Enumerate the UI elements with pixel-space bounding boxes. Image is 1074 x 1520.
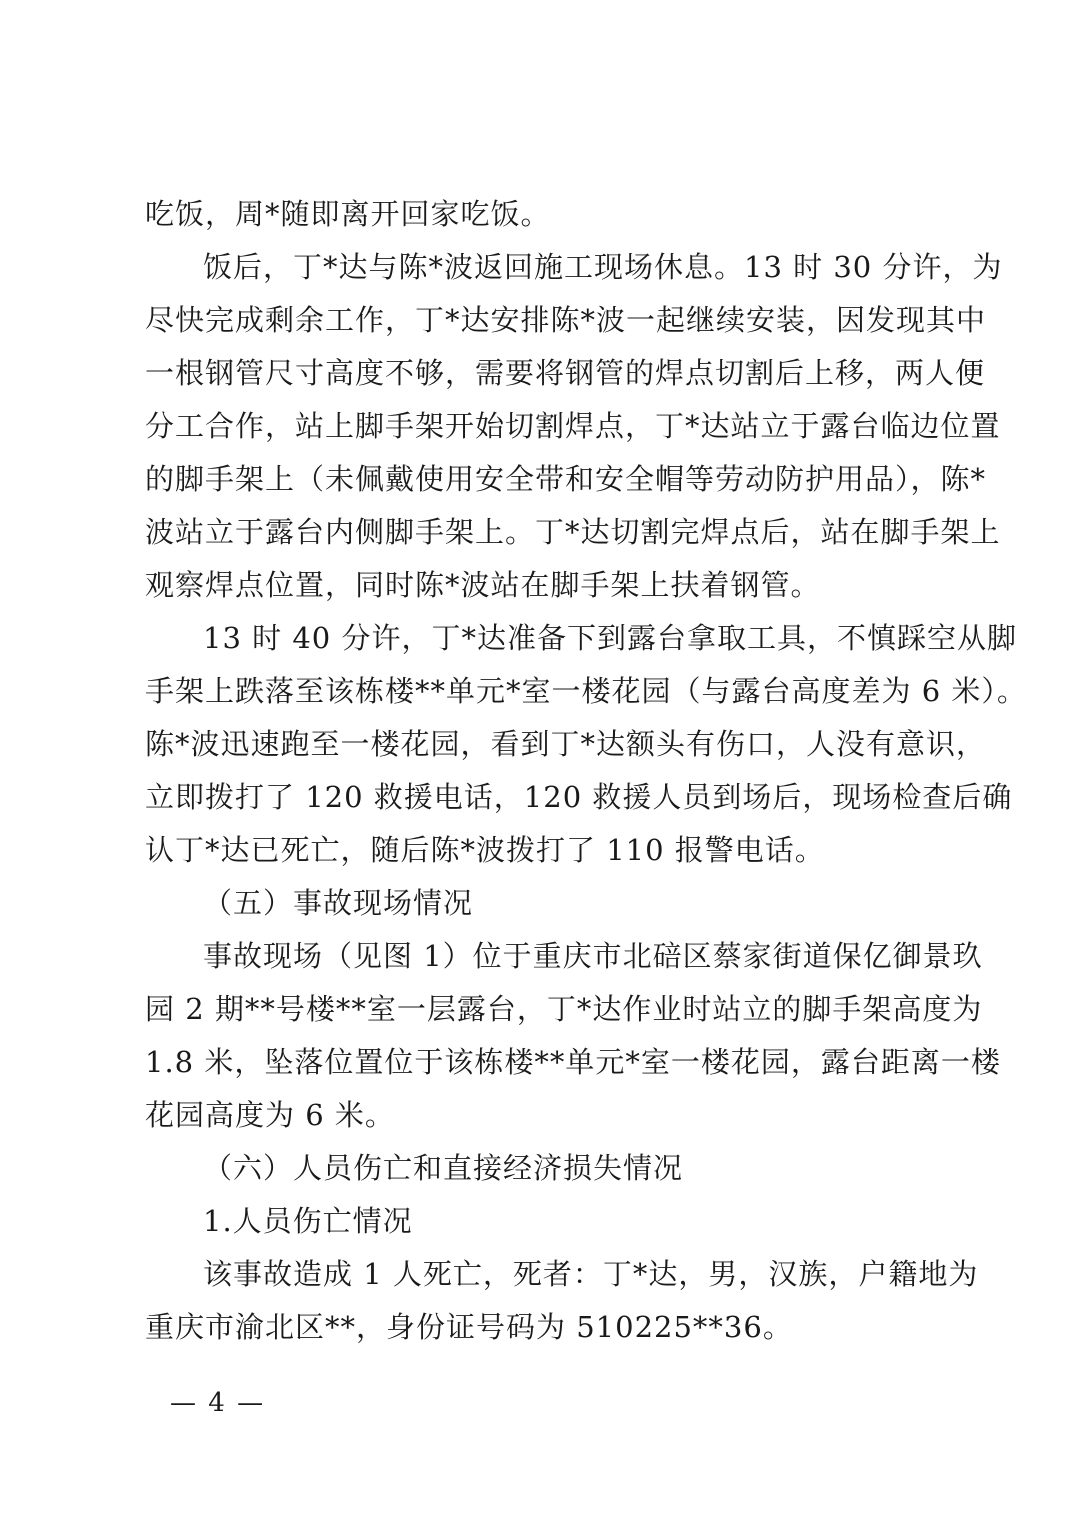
- section-heading: （六）人员伤亡和直接经济损失情况: [203, 1151, 684, 1185]
- section-heading: （五）事故现场情况: [203, 886, 474, 920]
- text-line: 1.8 米，坠落位置位于该栋楼**单元*室一楼花园，露台距离一楼: [145, 1045, 1001, 1079]
- text-line: 的脚手架上（未佩戴使用安全带和安全帽等劳动防护用品），陈*: [145, 462, 987, 496]
- text-line: 认丁*达已死亡，随后陈*波拨打了 110 报警电话。: [145, 833, 825, 867]
- text-line: 吃饭，周*随即离开回家吃饭。: [145, 197, 551, 231]
- text-line: 花园高度为 6 米。: [145, 1098, 395, 1132]
- text-line: 13 时 40 分许，丁*达准备下到露台拿取工具，不慎踩空从脚: [203, 621, 1017, 655]
- text-line: 陈*波迅速跑至一楼花园，看到丁*达额头有伤口，人没有意识，: [145, 727, 987, 761]
- text-line: 饭后，丁*达与陈*波返回施工现场休息。13 时 30 分许，为: [203, 250, 1003, 284]
- document-body: [145, 188, 1027, 1354]
- text-line: 手架上跌落至该栋楼**单元*室一楼花园（与露台高度差为 6 米）。: [145, 674, 1027, 708]
- text-line: 立即拨打了 120 救援电话，120 救援人员到场后，现场检查后确: [145, 780, 1013, 814]
- page-number: — 4 —: [170, 1388, 266, 1418]
- text-line: 波站立于露台内侧脚手架上。丁*达切割完焊点后，站在脚手架上: [145, 515, 1001, 549]
- text-line: 一根钢管尺寸高度不够，需要将钢管的焊点切割后上移，两人便: [145, 356, 986, 390]
- text-line: 事故现场（见图 1）位于重庆市北碚区蔡家街道保亿御景玖: [203, 939, 983, 973]
- text-line: 园 2 期**号楼**室一层露台，丁*达作业时站立的脚手架高度为: [145, 992, 983, 1026]
- text-line: 尽快完成剩余工作，丁*达安排陈*波一起继续安装，因发现其中: [145, 303, 987, 337]
- subsection-heading: 1.人员伤亡情况: [203, 1204, 413, 1238]
- text-line: 该事故造成 1 人死亡，死者：丁*达，男，汉族，户籍地为: [203, 1257, 979, 1291]
- text-line: 重庆市渝北区**，身份证号码为 510225**36。: [145, 1310, 793, 1344]
- text-line: 分工合作，站上脚手架开始切割焊点，丁*达站立于露台临边位置: [145, 409, 1001, 443]
- text-line: 观察焊点位置，同时陈*波站在脚手架上扶着钢管。: [145, 568, 821, 602]
